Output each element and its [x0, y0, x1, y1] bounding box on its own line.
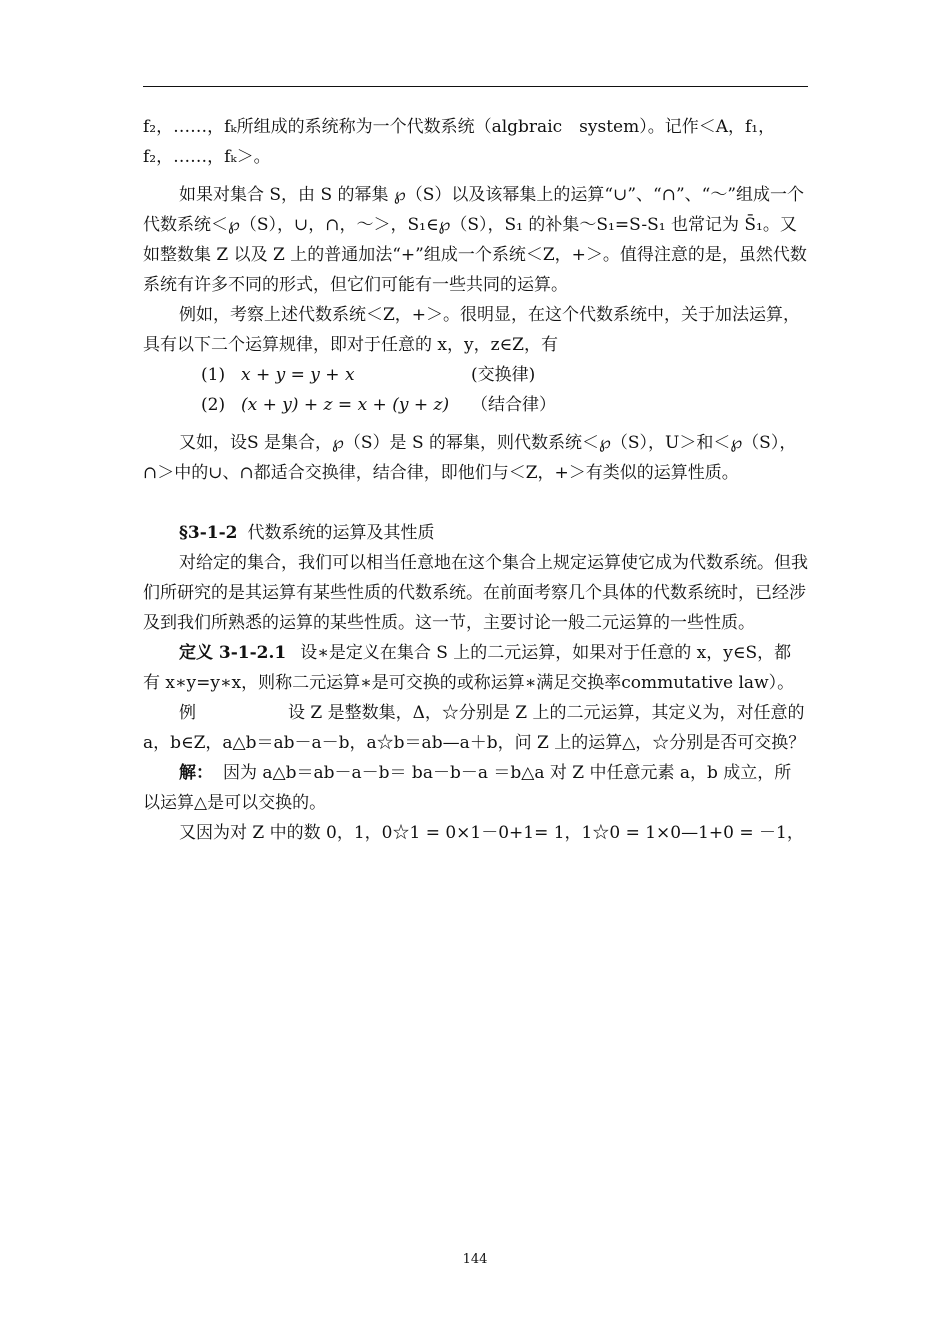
paragraph-power-set: 如果对集合 S，由 S 的幂集 ℘（S）以及该幂集上的运算“∪”、“∩”、“～”组成一个代数系统＜℘（S），∪，∩，～＞，S₁∈℘（S），S₁ 的补集～S₁=S-S₁ 也常记为 S̄₁。又如整数集 Z 以及 Z 上的普通加法“+”组成一个系统＜Z，+＞。值得注意的是，虽然代数系统有许多不同的形式，但它们可能有一些共同的运算。	[143, 185, 807, 295]
definition-text: 设∗是定义在集合 S 上的二元运算，如果对于任意的 x，y∈S，都有 x∗y=y∗x，则称二元运算∗是可交换的或称运算∗满足交换率commutative law）。	[143, 643, 795, 693]
section-heading	[143, 518, 808, 548]
solution-text: 因为 a△b＝ab－a－b＝ ba－b－a ＝b△a 对 Z 中任意元素 a，b 成立，所以运算△是可以交换的。	[143, 763, 792, 813]
paragraph-power-set-example: 又如，设S 是集合，℘（S）是 S 的幂集，则代数系统＜℘（S），U＞和＜℘（S），∩＞中的∪、∩都适合交换律，结合律，即他们与＜Z，+＞有类似的运算性质。	[143, 433, 797, 483]
paragraph-continued-line1: f₂，……，fₖ所组成的系统称为一个代数系统（algbraic system）。记作＜A，f₁，	[143, 117, 776, 137]
paragraph-section-intro: 对给定的集合，我们可以相当任意地在这个集合上规定运算使它成为代数系统。但我们所研究的是其运算有某些性质的代数系统。在前面考察几个具体的代数系统时，已经涉及到我们所熟悉的运算的某些性质。这一节，主要讨论一般二元运算的一些性质。	[143, 553, 808, 633]
formula-associative	[201, 390, 808, 420]
formula-number: (2)	[201, 395, 226, 415]
header-rule	[143, 86, 808, 87]
formula-label: （结合律）	[471, 395, 556, 415]
definition	[143, 638, 808, 698]
section-number: §3-1-2	[179, 523, 238, 543]
example-label: 例	[179, 703, 196, 723]
page-number: 144	[462, 1252, 488, 1267]
formula-expression: x + y = y + x	[241, 365, 355, 385]
example	[143, 698, 808, 758]
solution	[143, 758, 808, 818]
formula-label: (交换律)	[471, 365, 536, 385]
example-text: 设 Z 是整数集，Δ，☆分别是 Z 上的二元运算，其定义为，对任意的 a，b∈Z，a△b＝ab－a－b，a☆b＝ab—a＋b，问 Z 上的运算△，☆分别是否可交换？	[143, 703, 806, 753]
definition-label: 定义 3-1-2.1	[179, 643, 287, 663]
section-title: 代数系统的运算及其性质	[247, 523, 435, 543]
paragraph-counterexample: 又因为对 Z 中的数 0，1，0☆1 = 0×1－0+1= 1，1☆0 = 1×0—1+0 = －1，	[179, 823, 804, 843]
formula-commutative	[201, 360, 808, 390]
paragraph-example-z: 例如，考察上述代数系统＜Z，+＞。很明显，在这个代数系统中，关于加法运算，具有以下二个运算规律，即对于任意的 x，y，z∈Z，有	[143, 305, 801, 355]
solution-label: 解：	[179, 763, 213, 783]
formula-number: (1)	[201, 365, 226, 385]
page-body	[143, 112, 808, 848]
formula-expression: (x + y) + z = x + (y + z)	[241, 395, 450, 415]
paragraph-continued-line2: f₂，……，fₖ＞。	[143, 147, 271, 167]
